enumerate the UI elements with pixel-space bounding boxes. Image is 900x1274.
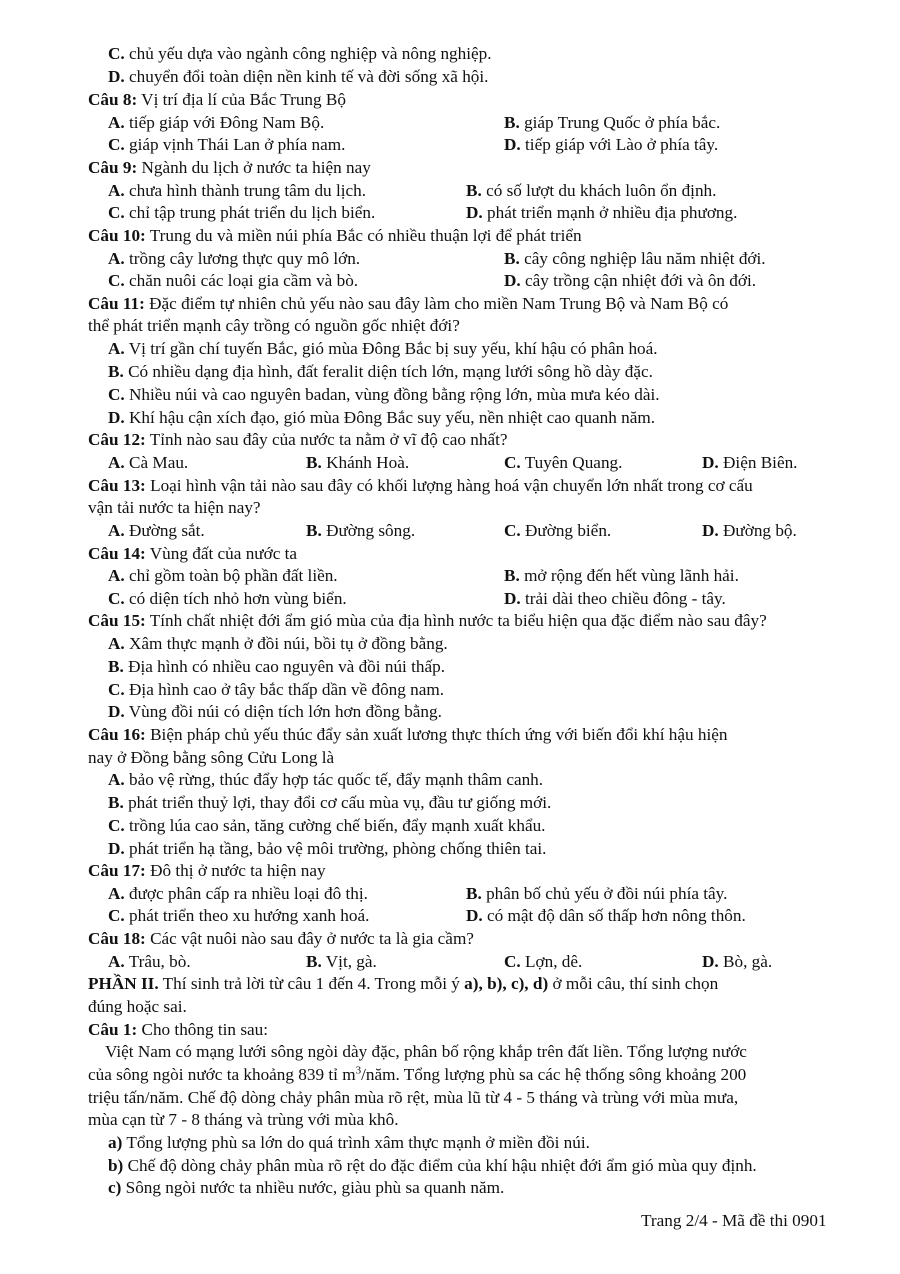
q17-option-d: D. có mật độ dân số thấp hơn nông thôn.	[466, 906, 746, 925]
q9-option-d: D. phát triển mạnh ở nhiều địa phương.	[466, 203, 738, 222]
q12-option-a: A. Cà Mau.	[108, 453, 189, 472]
q9-option-c: C. chỉ tập trung phát triển du lịch biển.	[108, 203, 376, 222]
q15-option-a: A. Xâm thực mạnh ở đồi núi, bồi tụ ở đồng bằng.	[108, 634, 448, 653]
q16-option-c: C. trồng lúa cao sản, tăng cường chế biến, đẩy mạnh xuất khẩu.	[108, 816, 546, 835]
q13-option-d: D. Đường bộ.	[702, 521, 797, 540]
q14-option-c: C. có diện tích nhỏ hơn vùng biển.	[108, 589, 347, 608]
q11-option-d: D. Khí hậu cận xích đạo, gió mùa Đông Bắc suy yếu, nền nhiệt cao quanh năm.	[108, 408, 656, 427]
q10-option-c: C. chăn nuôi các loại gia cầm và bò.	[108, 271, 359, 290]
question-18: Câu 18: Các vật nuôi nào sau đây ở nước ta là gia cầm?	[88, 929, 474, 948]
q13-option-a: A. Đường sắt.	[108, 521, 205, 540]
question-16-cont: nay ở Đồng bằng sông Cửu Long là	[88, 748, 335, 767]
passage-line-3: triệu tấn/năm. Chế độ dòng chảy phân mùa rõ rệt, mùa lũ từ 4 - 5 tháng và trùng với mùa mưa,	[88, 1088, 739, 1107]
q18-option-c: C. Lợn, dê.	[504, 952, 583, 971]
q11-option-c: C. Nhiều núi và cao nguyên badan, vùng đồng bằng rộng lớn, mùa mưa kéo dài.	[108, 385, 660, 404]
q18-option-b: B. Vịt, gà.	[306, 952, 377, 971]
q10-option-a: A. trồng cây lương thực quy mô lớn.	[108, 249, 361, 268]
q15-option-c: C. Địa hình cao ở tây bắc thấp dần về đông nam.	[108, 680, 445, 699]
question-17: Câu 17: Đô thị ở nước ta hiện nay	[88, 861, 326, 880]
q15-option-b: B. Địa hình có nhiều cao nguyên và đồi núi thấp.	[108, 657, 445, 676]
q18-option-a: A. Trâu, bò.	[108, 952, 191, 971]
q17-option-c: C. phát triển theo xu hướng xanh hoá.	[108, 906, 370, 925]
q17-option-b: B. phân bố chủ yếu ở đồi núi phía tây.	[466, 884, 728, 903]
q8-option-c: C. giáp vịnh Thái Lan ở phía nam.	[108, 135, 346, 154]
passage-line-1: Việt Nam có mạng lưới sông ngòi dày đặc, phân bố rộng khắp trên đất liền. Tổng lượng nước	[105, 1042, 747, 1061]
q13-option-b: B. Đường sông.	[306, 521, 416, 540]
q8-option-b: B. giáp Trung Quốc ở phía bắc.	[504, 113, 721, 132]
q17-option-a: A. được phân cấp ra nhiều loại đô thị.	[108, 884, 368, 903]
q10-option-d: D. cây trồng cận nhiệt đới và ôn đới.	[504, 271, 757, 290]
statement-a: a) Tổng lượng phù sa lớn do quá trình xâm thực mạnh ở miền đồi núi.	[108, 1133, 590, 1152]
page-footer: Trang 2/4 - Mã đề thi 0901	[641, 1211, 827, 1230]
q16-option-d: D. phát triển hạ tầng, bảo vệ môi trường, phòng chống thiên tai.	[108, 839, 547, 858]
question-14: Câu 14: Vùng đất của nước ta	[88, 544, 298, 563]
question-11-cont: thể phát triển mạnh cây trồng có nguồn gốc nhiệt đới?	[88, 316, 460, 335]
passage-line-4: mùa cạn từ 7 - 8 tháng và trùng với mùa khô.	[88, 1110, 399, 1129]
statement-c: c) Sông ngòi nước ta nhiều nước, giàu phù sa quanh năm.	[108, 1178, 505, 1197]
q18-option-d: D. Bò, gà.	[702, 952, 773, 971]
q14-option-d: D. trải dài theo chiều đông - tây.	[504, 589, 726, 608]
q16-option-a: A. bảo vệ rừng, thúc đẩy hợp tác quốc tế, đẩy mạnh thâm canh.	[108, 770, 544, 789]
q12-option-c: C. Tuyên Quang.	[504, 453, 623, 472]
part2-question-1: Câu 1: Cho thông tin sau:	[88, 1020, 269, 1039]
q14-option-b: B. mở rộng đến hết vùng lãnh hải.	[504, 566, 739, 585]
q10-option-b: B. cây công nghiệp lâu năm nhiệt đới.	[504, 249, 766, 268]
question-9: Câu 9: Ngành du lịch ở nước ta hiện nay	[88, 158, 371, 177]
q8-option-a: A. tiếp giáp với Đông Nam Bộ.	[108, 113, 325, 132]
question-16: Câu 16: Biện pháp chủ yếu thúc đẩy sản xuất lương thực thích ứng với biến đổi khí hậu hiện	[88, 725, 728, 744]
q13-option-c: C. Đường biển.	[504, 521, 612, 540]
q9-option-b: B. có số lượt du khách luôn ổn định.	[466, 181, 717, 200]
question-12: Câu 12: Tỉnh nào sau đây của nước ta nằm ở vĩ độ cao nhất?	[88, 430, 508, 449]
option-d-prev: D. chuyển đổi toàn diện nền kinh tế và đời sống xã hội.	[108, 67, 489, 86]
question-13: Câu 13: Loại hình vận tải nào sau đây có khối lượng hàng hoá vận chuyển lớn nhất trong cơ cấu	[88, 476, 753, 495]
q11-option-b: B. Có nhiều dạng địa hình, đất feralit diện tích lớn, mạng lưới sông hồ dày đặc.	[108, 362, 653, 381]
q11-option-a: A. Vị trí gần chí tuyến Bắc, gió mùa Đông Bắc bị suy yếu, khí hậu có phân hoá.	[108, 339, 658, 358]
q16-option-b: B. phát triển thuỷ lợi, thay đổi cơ cấu mùa vụ, đầu tư giống mới.	[108, 793, 552, 812]
q12-option-d: D. Điện Biên.	[702, 453, 798, 472]
question-10: Câu 10: Trung du và miền núi phía Bắc có nhiều thuận lợi để phát triển	[88, 226, 582, 245]
part-2-heading: PHẦN II. Thí sinh trả lời từ câu 1 đến 4. Trong mỗi ý a), b), c), d) ở mỗi câu, thí sinh chọn	[88, 974, 719, 993]
q14-option-a: A. chỉ gồm toàn bộ phần đất liền.	[108, 566, 338, 585]
question-15: Câu 15: Tính chất nhiệt đới ẩm gió mùa của địa hình nước ta biểu hiện qua đặc điểm nào sau đây?	[88, 611, 767, 630]
question-13-cont: vận tải nước ta hiện nay?	[88, 498, 261, 517]
question-11: Câu 11: Đặc điểm tự nhiên chủ yếu nào sau đây làm cho miền Nam Trung Bộ và Nam Bộ có	[88, 294, 729, 313]
part-2-heading-cont: đúng hoặc sai.	[88, 997, 187, 1016]
option-c-prev: C. chủ yếu dựa vào ngành công nghiệp và nông nghiệp.	[108, 44, 492, 63]
statement-b: b) Chế độ dòng chảy phân mùa rõ rệt do đặc điểm của khí hậu nhiệt đới ẩm gió mùa quy định.	[108, 1156, 757, 1175]
q9-option-a: A. chưa hình thành trung tâm du lịch.	[108, 181, 367, 200]
q12-option-b: B. Khánh Hoà.	[306, 453, 410, 472]
q8-option-d: D. tiếp giáp với Lào ở phía tây.	[504, 135, 719, 154]
question-8: Câu 8: Vị trí địa lí của Bắc Trung Bộ	[88, 90, 346, 109]
passage-line-2: của sông ngòi nước ta khoảng 839 tỉ $m^3$/năm. Tổng lượng phù sa các hệ thống sông khoảng 200	[88, 1064, 747, 1084]
q15-option-d: D. Vùng đồi núi có diện tích lớn hơn đồng bằng.	[108, 702, 442, 721]
